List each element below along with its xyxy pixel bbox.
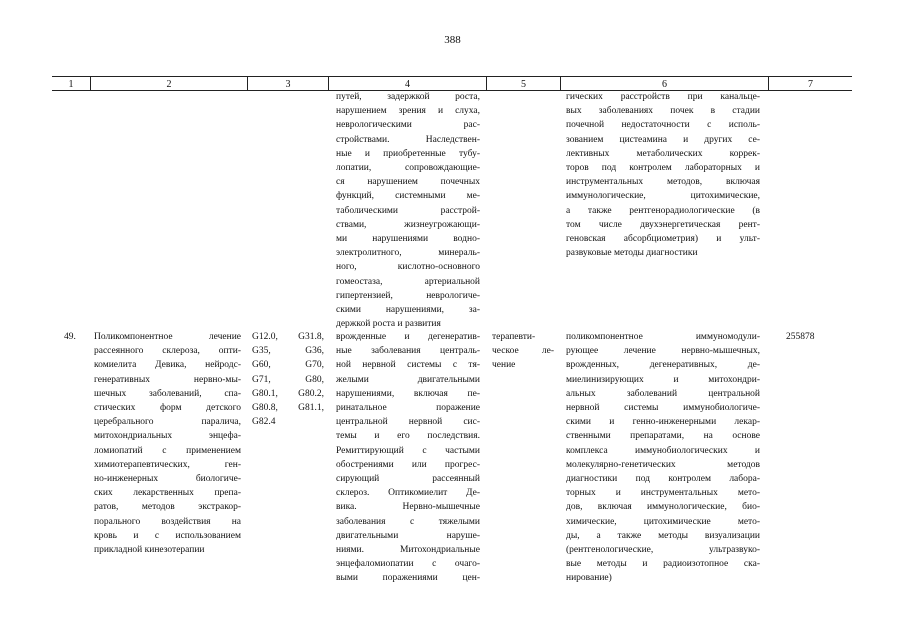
row49-description: Поликомпонентное лечение рассеянного склероза, опти- комиелита Девика, нейродс- генеративных нервно-мы- шечных заболеваний, спа- стических форм детского церебрального паралича, митохондриальных энцефа- ломиопатий с применением химиотерапевтических, ген- но-инженерных биологиче- ских лекарственных препа- ратов, методов экстракор- порального воздействия на кровь и с использованием прикладной кинезотерапии <box>94 332 241 556</box>
column-header-4: 4 <box>405 79 410 90</box>
row49-treatment-method: поликомпонентное иммуномодули- рующее лечение нервно-мышечных, врожденных, дегенеративных, де- миелинизирующих и митохондри- альных заболеваний центральной нервной системы иммунобиологиче- скими и генно-инженерными лекар- ственными препаратами, на основе комплекса иммунобиологических и молекулярно-генетических методов диагностики под контролем лабора- торных и инструментальных мето- дов, включая иммунологические, био- химические, цитохимические мето- ды, а также методы визуализации (рентгенологические, ультразвуко- вые методы и радиоизотопное ска- нирование) <box>566 332 760 584</box>
column-header-1: 1 <box>68 79 74 90</box>
column-header-6: 6 <box>662 79 667 90</box>
column-header-3: 3 <box>285 79 291 90</box>
continuation-col6-text: гических расстройств при канальце- вых заболеваниях почек в стадии почечной недостаточности с исполь- зованием цистеамина и других се- лективных метаболических коррек- торов под контролем лабораторных и инструментальных методов, включая иммунологические, цитохимические, а также рентгенорадиологические (в том числе двухэнергетическая рент- геновская абсорбциометрия) и ульт- развуковые методы диагностики <box>566 92 760 259</box>
continuation-col4-text: путей, задержкой роста, нарушением зрения и слуха, неврологическими рас- стройствами. Наследствен- ные и приобретенные тубу- лопатии, сопровождающие- ся нарушением почечных функций, системными ме- таболическими расстрой- ствами, жизнеугрожающи- ми нарушениями водно- электролитного, минераль- ного, кислотно-основного гомеостаза, артериальной гипертензией, неврологиче- скими нарушениями, за- держкой роста и развития <box>336 92 480 330</box>
row49-cost: 255878 <box>786 332 815 342</box>
row-number: 49. <box>64 332 76 342</box>
page-number: 388 <box>444 34 461 46</box>
column-header-5: 5 <box>521 79 526 90</box>
row49-icd-codes: G12.0, G31.8, G35, G36, G60, G70, G71, G80, G80.1, G80.2, G80.8, G81.1, G82.4 <box>252 332 324 428</box>
table-rule-top <box>52 76 852 77</box>
row49-treatment-type: терапевти- ческое ле- чение <box>492 332 554 371</box>
column-header-2: 2 <box>166 79 172 90</box>
column-header-7: 7 <box>808 79 813 90</box>
row49-patient-model: врожденные и дегенератив- ные заболевания централь- ной нервной системы с тя- желыми двигательными нарушениями, включая пе- ринатальное поражение центральной нервной сис- темы и его последствия. Ремиттирующий с частыми обострениями или прогрес- сирующий рассеянный склероз. Оптикомиелит Де- вика. Нервно-мышечные заболевания с тяжелыми двигательными наруше- ниями. Митохондриальные энцефаломиопатии с очаго- выми поражениями цен- <box>336 332 480 584</box>
